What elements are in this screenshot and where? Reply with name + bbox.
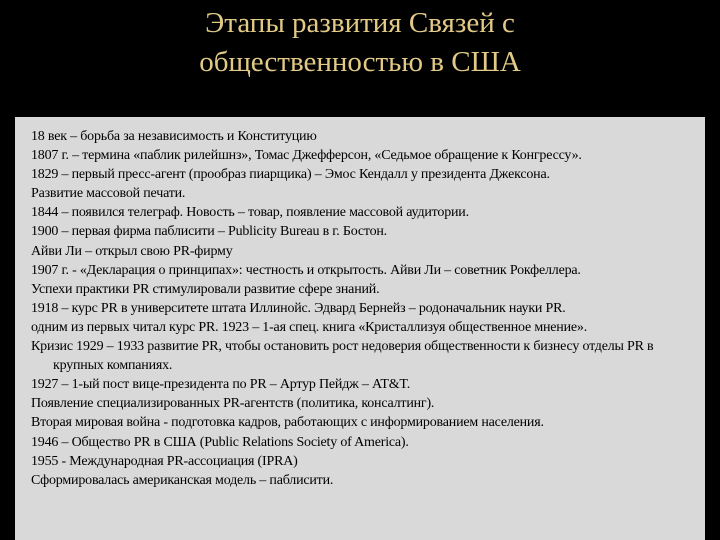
timeline-line-3: 1829 – первый пресс-агент (прообраз пиарщика) – Эмос Кендалл у президента Джексона. bbox=[31, 167, 550, 183]
timeline-line-1: 18 век – борьба за независимость и Конституцию bbox=[31, 129, 317, 144]
slide-title: Этапы развития Связей с общественностью в США bbox=[199, 7, 521, 78]
timeline-line-8: 1907 г. - «Декларация о принципах»: честность и открытость. Айви Ли – советник Рокфеллера. bbox=[31, 262, 581, 278]
slide-header bbox=[0, 0, 720, 112]
timeline-line-15: Вторая мировая война - подготовка кадров, работающих с информированием населения. bbox=[31, 415, 544, 431]
timeline-line-7: Айви Ли – открыл свою PR-фирму bbox=[31, 243, 233, 259]
timeline-line-16: 1946 – Общество PR в США (Public Relations Society of America). bbox=[31, 434, 409, 450]
timeline-line-18: Сформировалась американская модель – паблисити. bbox=[31, 472, 334, 488]
content-list bbox=[31, 127, 703, 490]
timeline-line-14: Появление специализированных PR-агентств (политика, консалтинг). bbox=[31, 396, 435, 412]
timeline-line-9: Успехи практики PR стимулировали развитие сфере знаний. bbox=[31, 281, 380, 297]
timeline-line-13: 1927 – 1-ый пост вице-президента по PR – Артур Пейдж – AT&T. bbox=[31, 377, 411, 393]
timeline-line-5: 1844 – появился телеграф. Новость – товар, появление массовой аудитории. bbox=[31, 205, 469, 221]
timeline-line-4: Развитие массовой печати. bbox=[31, 186, 186, 202]
timeline-line-17: 1955 - Международная PR-ассоциация (IPRA) bbox=[31, 453, 298, 469]
timeline-line-10: 1918 – курс PR в университете штата Иллинойс. Эдвард Бернейз – родоначальник науки PR. bbox=[31, 300, 566, 316]
timeline-line-12: Кризис 1929 – 1933 развитие PR, чтобы остановить рост недоверия общественности к бизнесу отделы PR в крупных компаниях. bbox=[31, 339, 654, 374]
content-panel bbox=[15, 117, 705, 540]
timeline-line-6: 1900 – первая фирма паблисити – Publicity Bureau в г. Бостон. bbox=[31, 224, 387, 240]
timeline-line-2: 1807 г. – термина «паблик рилейшнз», Томас Джефферсон, «Седьмое обращение к Конгрессу». bbox=[31, 148, 582, 164]
timeline-line-11: одним из первых читал курс PR. 1923 – 1-ая спец. книга «Кристаллизуя общественное мнение». bbox=[31, 319, 588, 335]
